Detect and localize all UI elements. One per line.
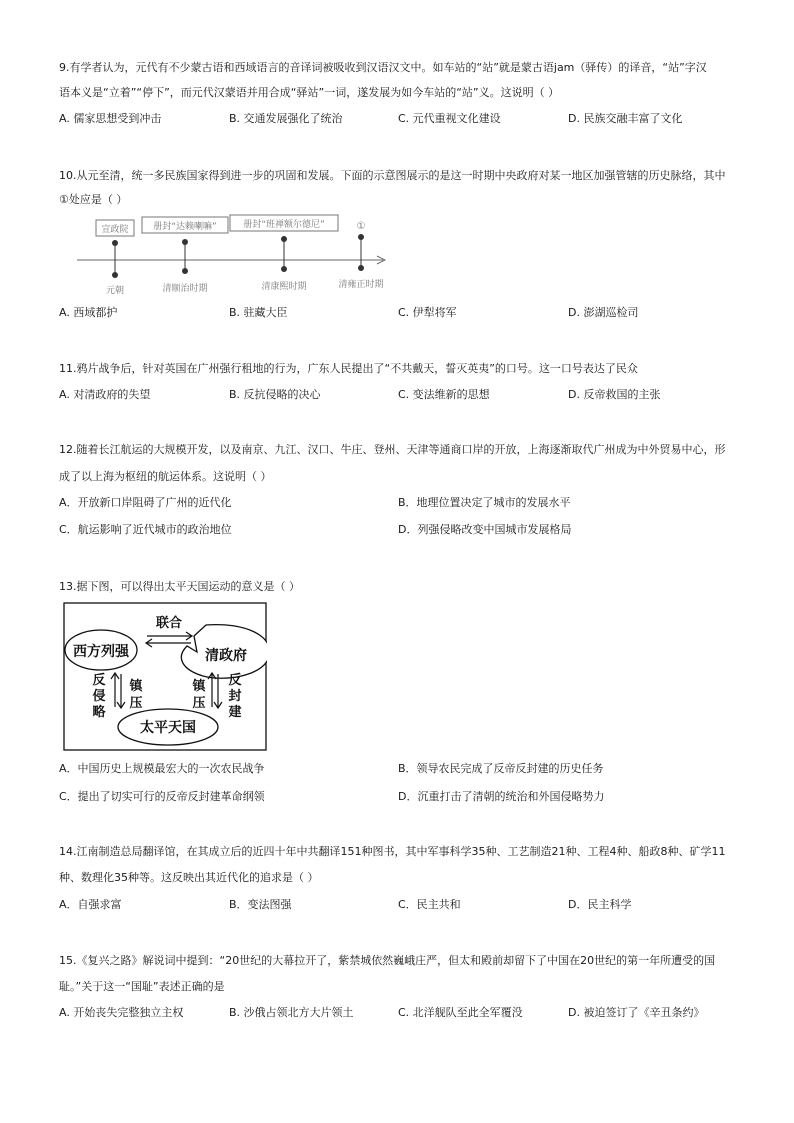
q10-option-d: D. 澎湖巡检司: [568, 306, 639, 319]
q14-option-c: C．民主共和: [398, 898, 461, 911]
q9-option-d: D. 民族交融丰富了文化: [568, 112, 683, 125]
node-western-powers-label: 西方列强: [73, 644, 129, 660]
q15-option-c: C. 北洋舰队至此全军覆没: [398, 1006, 523, 1019]
timeline-top-label-4: ①: [356, 221, 366, 232]
timeline-bottom-label-2: 清顺治时期: [162, 284, 208, 294]
node-taiping-label: 太平天国: [140, 720, 196, 736]
q12-option-b: B．地理位置决定了城市的发展水平: [398, 496, 571, 509]
q10-timeline-diagram: [59, 212, 399, 298]
q15-option-d: D. 被迫签订了《辛丑条约》: [568, 1006, 705, 1019]
q9-option-a: A. 儒家思想受到冲击: [59, 112, 162, 125]
q13-stem-line1: 13.据下图，可以得出太平天国运动的意义是（ ）: [59, 580, 300, 593]
q11-option-d: D. 反帝救国的主张: [568, 388, 661, 401]
q14-option-d: D．民主科学: [568, 898, 632, 911]
q9-option-b: B. 交通发展强化了统治: [229, 112, 343, 125]
q10-option-b: B. 驻藏大臣: [229, 306, 288, 319]
q13-option-a: A．中国历史上规模最宏大的一次农民战争: [59, 762, 265, 775]
q12-option-c: C．航运影响了近代城市的政治地位: [59, 523, 232, 536]
q9-stem-line1: 9.有学者认为，元代有不少蒙古语和西域语言的音译词被吸收到汉语汉文中。如车站的“站”就是蒙古语jam（驿传）的译音，“站”字汉: [59, 61, 707, 74]
q12-option-a: A．开放新口岸阻碍了广州的近代化: [59, 496, 232, 509]
q11-option-b: B. 反抗侵略的决心: [229, 388, 321, 401]
left-down-char-2: 压: [129, 696, 143, 711]
q10-option-c: C. 伊犁将军: [398, 306, 457, 319]
q11-option-a: A. 对清政府的失望: [59, 388, 151, 401]
q13-option-b: B．领导农民完成了反帝反封建的历史任务: [398, 762, 604, 775]
q11-option-c: C. 变法维新的思想: [398, 388, 490, 401]
q12-option-d: D．列强侵略改变中国城市发展格局: [398, 523, 572, 536]
q10-stem-line2: ①处应是（ ）: [59, 193, 128, 206]
q14-option-a: A．自强求富: [59, 898, 122, 911]
q14-stem-line1: 14.江南制造总局翻译馆，在其成立后的近四十年中共翻译151种图书，其中军事科学35种、工艺制造21种、工程4种、船政8种、矿学11: [59, 845, 726, 858]
q14-option-b: B．变法图强: [229, 898, 292, 911]
timeline-bottom-label-3: 清康熙时期: [261, 282, 307, 292]
right-down-char-2: 压: [192, 696, 206, 711]
q15-stem-line2: 耻。”关于这一“国耻”表述正确的是: [59, 980, 225, 993]
q15-option-b: B. 沙俄占领北方大片领土: [229, 1006, 354, 1019]
q13-option-c: C．提出了切实可行的反帝反封建革命纲领: [59, 790, 265, 803]
q15-stem-line1: 15.《复兴之路》解说词中提到：“20世纪的大幕拉开了，紫禁城依然巍峨庄严，但太和殿前却留下了中国在20世纪的第一年所遭受的国: [59, 954, 716, 967]
q9-option-c: C. 元代重视文化建设: [398, 112, 501, 125]
q11-stem-line1: 11.鸦片战争后，针对英国在广州强行租地的行为，广东人民提出了“不共戴天，誓灭英夷”的口号。这一口号表达了民众: [59, 362, 638, 375]
left-up-char-3: 略: [92, 705, 106, 720]
q10-option-a: A. 西域都护: [59, 306, 118, 319]
timeline-bottom-label-1: 元朝: [105, 286, 125, 296]
q13-option-d: D．沉重打击了清朝的统治和外国侵略势力: [398, 790, 605, 803]
node-western-powers: [65, 630, 137, 670]
q15-option-a: A. 开始丧失完整独立主权: [59, 1006, 184, 1019]
timeline-top-label-3: 册封“班禅额尔德尼”: [243, 220, 325, 230]
right-up-char-2: 封: [228, 689, 242, 704]
link-alliance-label: 联合: [155, 616, 183, 631]
left-up-char-1: 反: [92, 673, 106, 688]
timeline-top-label-1: 宣政院: [101, 225, 129, 235]
timeline-bottom-label-4: 清雍正时期: [338, 280, 384, 290]
left-up-char-2: 侵: [92, 689, 106, 704]
q13-relationship-diagram: [63, 602, 267, 751]
timeline-axis: [77, 256, 385, 264]
node-taiping: [118, 709, 218, 745]
q14-stem-line2: 种、数理化35种等。这反映出其近代化的追求是（ ）: [59, 871, 319, 884]
left-down-char-1: 镇: [129, 679, 143, 694]
right-up-char-1: 反: [228, 673, 242, 688]
timeline-top-label-2: 册封“达赖喇嘛”: [153, 222, 217, 232]
q12-stem-line2: 成了以上海为枢纽的航运体系。这说明（ ）: [59, 470, 272, 483]
right-up-char-3: 建: [228, 705, 242, 720]
node-qing-government-label: 清政府: [205, 648, 247, 664]
q10-stem-line1: 10.从元至清，统一多民族国家得到进一步的巩固和发展。下面的示意图展示的是这一时期中央政府对某一地区加强管辖的历史脉络，其中: [59, 169, 726, 182]
q12-stem-line1: 12.随着长江航运的大规模开发，以及南京、九江、汉口、牛庄、登州、天津等通商口岸的开放，上海逐渐取代广州成为中外贸易中心，形: [59, 443, 726, 456]
q9-stem-line2: 语本义是“立着”“停下”，而元代汉蒙语并用合成“驿站”一词，遂发展为如今车站的“站”义。这说明（ ）: [59, 86, 560, 99]
right-down-char-1: 镇: [192, 679, 206, 694]
